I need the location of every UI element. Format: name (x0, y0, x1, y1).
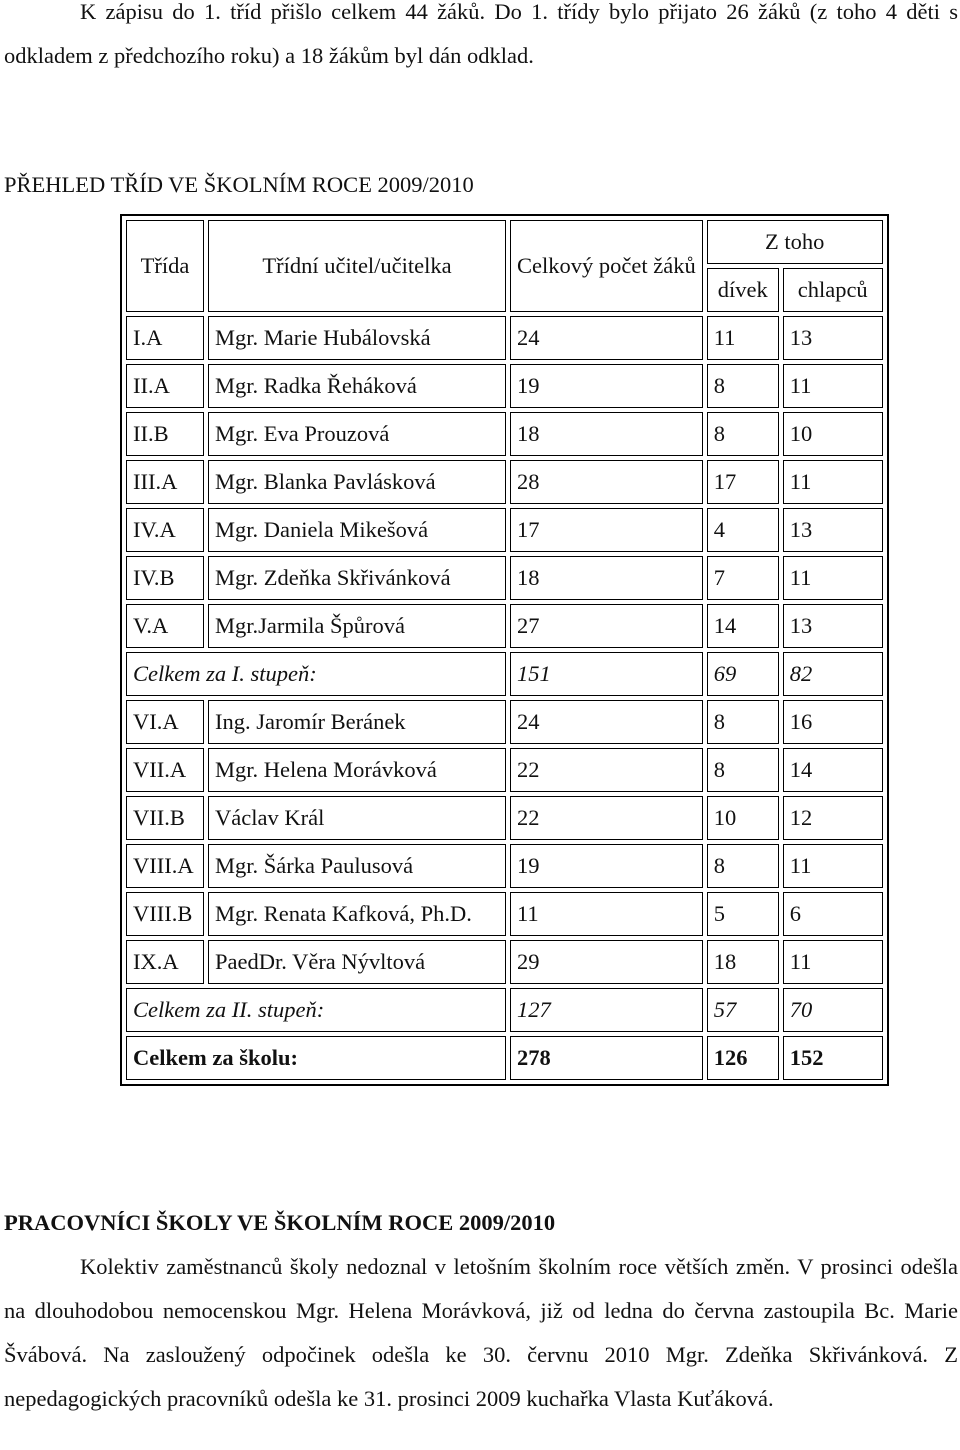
total-cell: 19 (510, 364, 703, 408)
boys-cell: 16 (783, 700, 883, 744)
subtotal-row (126, 988, 883, 1032)
teacher-cell: PaedDr. Věra Nývltová (208, 940, 506, 984)
subtotal-label: Celkem za II. stupeň: (126, 988, 506, 1032)
boys-cell: 10 (783, 412, 883, 456)
girls-cell: 10 (707, 796, 779, 840)
girls-cell: 8 (707, 700, 779, 744)
boys-cell: 12 (783, 796, 883, 840)
teacher-cell: Mgr. Daniela Mikešová (208, 508, 506, 552)
girls-cell: 5 (707, 892, 779, 936)
boys-cell: 152 (783, 1036, 883, 1080)
girls-cell: 8 (707, 748, 779, 792)
table-row (126, 364, 883, 408)
class-cell: VII.B (126, 796, 204, 840)
header-girls: dívek (707, 268, 779, 312)
boys-cell: 13 (783, 316, 883, 360)
teacher-cell: Mgr. Renata Kafková, Ph.D. (208, 892, 506, 936)
total-cell: 28 (510, 460, 703, 504)
table-row (126, 748, 883, 792)
class-cell: IX.A (126, 940, 204, 984)
class-cell: IV.A (126, 508, 204, 552)
teacher-cell: Mgr. Radka Řeháková (208, 364, 506, 408)
class-cell: V.A (126, 604, 204, 648)
teacher-cell: Mgr. Blanka Pavlásková (208, 460, 506, 504)
girls-cell: 57 (707, 988, 779, 1032)
total-cell: 19 (510, 844, 703, 888)
total-cell: 18 (510, 556, 703, 600)
class-cell: III.A (126, 460, 204, 504)
class-cell: II.A (126, 364, 204, 408)
class-cell: VIII.B (126, 892, 204, 936)
classes-heading: PŘEHLED TŘÍD VE ŠKOLNÍM ROCE 2009/2010 (4, 172, 474, 197)
total-cell: 127 (510, 988, 703, 1032)
teacher-cell: Mgr. Zdeňka Skřivánková (208, 556, 506, 600)
class-cell: I.A (126, 316, 204, 360)
boys-cell: 11 (783, 844, 883, 888)
class-overview-table (120, 214, 889, 1086)
boys-cell: 11 (783, 364, 883, 408)
header-teacher: Třídní učitel/učitelka (208, 220, 506, 312)
grand-total-label: Celkem za školu: (126, 1036, 506, 1080)
intro-paragraph: K zápisu do 1. tříd přišlo celkem 44 žáků. Do 1. třídy bylo přijato 26 žáků (z toho 4 děti s odkladem z předchozího roku) a 18 žákům byl dán odklad. (4, 0, 958, 68)
grand-total-row (126, 1036, 883, 1080)
girls-cell: 4 (707, 508, 779, 552)
staff-heading: PRACOVNÍCI ŠKOLY VE ŠKOLNÍM ROCE 2009/2010 (4, 1210, 556, 1235)
table-header-row (126, 220, 883, 264)
subtotal-label: Celkem za I. stupeň: (126, 652, 506, 696)
teacher-cell: Ing. Jaromír Beránek (208, 700, 506, 744)
girls-cell: 8 (707, 412, 779, 456)
subtotal-row (126, 652, 883, 696)
class-cell: II.B (126, 412, 204, 456)
class-cell: VIII.A (126, 844, 204, 888)
total-cell: 17 (510, 508, 703, 552)
girls-cell: 8 (707, 364, 779, 408)
total-cell: 151 (510, 652, 703, 696)
boys-cell: 11 (783, 460, 883, 504)
class-cell: VI.A (126, 700, 204, 744)
boys-cell: 11 (783, 940, 883, 984)
table-row (126, 700, 883, 744)
staff-paragraph: Kolektiv zaměstnanců školy nedoznal v letošním školním roce větších změn. V prosinci odešla na dlouhodobou nemocenskou Mgr. Helena Morávková, již od ledna do června zastoupila Bc. Marie Švábová. Na zasloužený odpočinek odešla ke 30. červnu 2010 Mgr. Zdeňka Skřivánková. Z nepedagogických pracovníků odešla ke 31. prosinci 2009 kuchařka Vlasta Kuťáková. (4, 1254, 958, 1411)
girls-cell: 11 (707, 316, 779, 360)
girls-cell: 8 (707, 844, 779, 888)
girls-cell: 7 (707, 556, 779, 600)
table-row (126, 604, 883, 648)
table-row (126, 892, 883, 936)
girls-cell: 17 (707, 460, 779, 504)
girls-cell: 18 (707, 940, 779, 984)
total-cell: 27 (510, 604, 703, 648)
class-cell: IV.B (126, 556, 204, 600)
total-cell: 18 (510, 412, 703, 456)
total-cell: 22 (510, 796, 703, 840)
boys-cell: 13 (783, 508, 883, 552)
boys-cell: 82 (783, 652, 883, 696)
girls-cell: 14 (707, 604, 779, 648)
table-row (126, 796, 883, 840)
boys-cell: 6 (783, 892, 883, 936)
girls-cell: 126 (707, 1036, 779, 1080)
table-row (126, 940, 883, 984)
teacher-cell: Mgr. Helena Morávková (208, 748, 506, 792)
table-row (126, 844, 883, 888)
table-row (126, 508, 883, 552)
header-of-which: Z toho (707, 220, 883, 264)
total-cell: 278 (510, 1036, 703, 1080)
boys-cell: 11 (783, 556, 883, 600)
girls-cell: 69 (707, 652, 779, 696)
teacher-cell: Mgr. Eva Prouzová (208, 412, 506, 456)
boys-cell: 13 (783, 604, 883, 648)
total-cell: 24 (510, 700, 703, 744)
teacher-cell: Mgr.Jarmila Špůrová (208, 604, 506, 648)
teacher-cell: Mgr. Šárka Paulusová (208, 844, 506, 888)
table-row (126, 316, 883, 360)
total-cell: 29 (510, 940, 703, 984)
teacher-cell: Václav Král (208, 796, 506, 840)
header-boys: chlapců (783, 268, 883, 312)
header-total: Celkový počet žáků (510, 220, 703, 312)
boys-cell: 70 (783, 988, 883, 1032)
boys-cell: 14 (783, 748, 883, 792)
table-row (126, 460, 883, 504)
teacher-cell: Mgr. Marie Hubálovská (208, 316, 506, 360)
class-cell: VII.A (126, 748, 204, 792)
total-cell: 22 (510, 748, 703, 792)
total-cell: 11 (510, 892, 703, 936)
total-cell: 24 (510, 316, 703, 360)
header-class: Třída (126, 220, 204, 312)
table-row (126, 556, 883, 600)
table-row (126, 412, 883, 456)
